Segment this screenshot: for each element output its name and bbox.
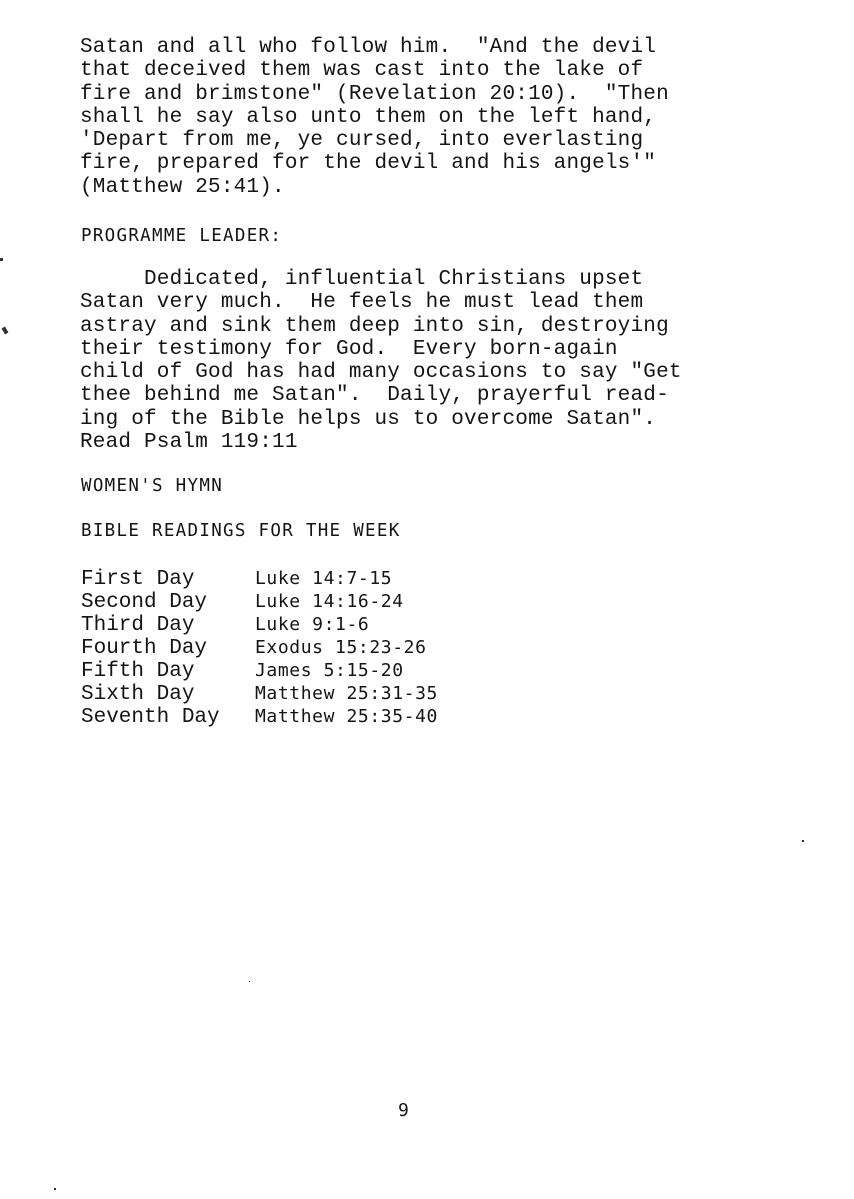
text-line: Satan and all who follow him. "And the devil: [80, 36, 657, 59]
reading-reference: Luke 9:1-6: [255, 614, 370, 635]
reading-row: [81, 682, 438, 705]
reading-row: [81, 705, 438, 728]
text-line: child of God has had many occasions to say "Get: [80, 361, 682, 385]
reading-reference: Luke 14:16-24: [255, 591, 404, 612]
reading-day: Fourth Day: [81, 637, 208, 660]
text-line: (Matthew 25:41).: [80, 175, 285, 199]
text-line: 'Depart from me, ye cursed, into everlasting: [80, 129, 644, 153]
womens-hymn-heading: WOMEN'S HYMN: [81, 476, 224, 496]
reading-row: [81, 636, 438, 659]
text-line: fire, prepared for the devil and his angels'": [80, 152, 657, 176]
reading-day: Third Day: [81, 614, 195, 637]
scan-speck: [0, 258, 3, 261]
reading-row: [81, 659, 438, 682]
bible-readings-list: [81, 567, 438, 728]
bible-readings-heading: BIBLE READINGS FOR THE WEEK: [81, 521, 401, 541]
reading-row: [81, 590, 438, 613]
programme-leader-heading: PROGRAMME LEADER:: [81, 226, 283, 246]
text-line: fire and brimstone" (Revelation 20:10). "Then: [80, 82, 669, 106]
text-line: ing of the Bible helps us to overcome Satan".: [80, 407, 657, 431]
text-line: thee behind me Satan". Daily, prayerful read-: [80, 384, 669, 408]
page-number: 9: [398, 1100, 409, 1121]
scan-speck: [54, 1188, 56, 1190]
text-line: shall he say also unto them on the left hand,: [80, 105, 657, 129]
text-line: that deceived them was cast into the lake of: [80, 59, 644, 83]
reading-reference: Exodus 15:23-26: [255, 637, 427, 658]
reading-reference: Matthew 25:31-35: [255, 683, 438, 704]
reading-reference: Luke 14:7-15: [255, 568, 393, 589]
reading-day: Sixth Day: [81, 683, 195, 706]
programme-leader-paragraph: [80, 268, 730, 454]
text-line: Satan very much. He feels he must lead them: [80, 291, 644, 315]
scan-speck: [249, 981, 250, 982]
reading-day: Fifth Day: [81, 660, 195, 683]
reading-reference: Matthew 25:35-40: [255, 706, 438, 727]
scripture-paragraph: [80, 36, 730, 199]
reading-day: Second Day: [81, 591, 208, 614]
text-line: Dedicated, influential Christians upset: [80, 268, 644, 291]
reading-reference: James 5:15-20: [255, 660, 404, 681]
reading-row: [81, 613, 438, 636]
reading-day: Seventh Day: [81, 706, 220, 729]
text-line: astray and sink them deep into sin, destroying: [80, 314, 669, 338]
reading-day: First Day: [81, 568, 195, 591]
reading-row: [81, 567, 438, 590]
scan-speck: [802, 840, 804, 842]
text-line: Read Psalm 119:11: [80, 431, 298, 455]
text-line: their testimony for God. Every born-again: [80, 337, 618, 361]
scan-speck: [2, 326, 9, 334]
